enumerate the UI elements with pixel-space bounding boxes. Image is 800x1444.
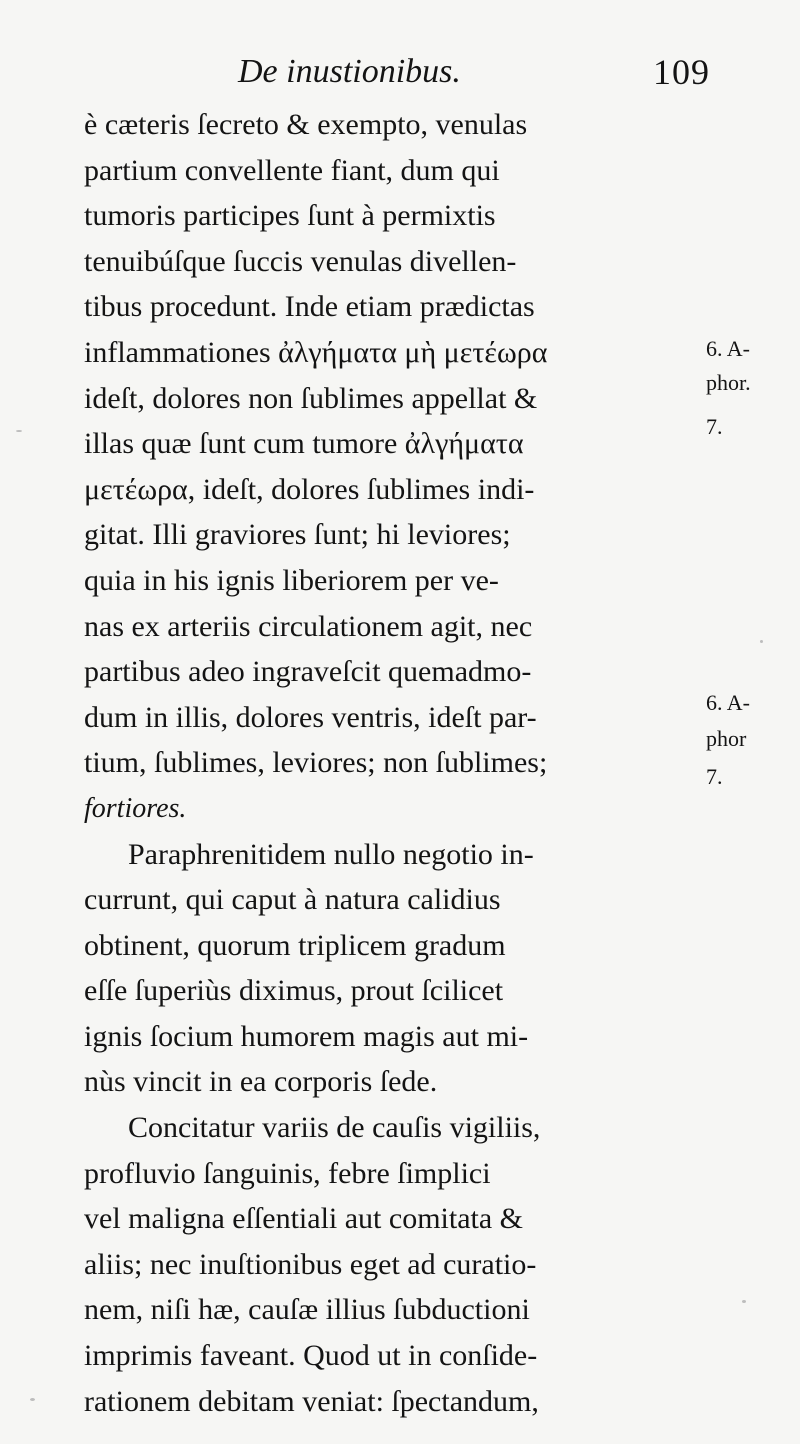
text-line: gitat. Illi graviores ſunt; hi leviores; — [84, 518, 511, 552]
running-title: De inustionibus. — [238, 53, 461, 90]
text-line: ignis ſocium humorem magis aut mi- — [84, 1019, 529, 1053]
margin-note: phor — [706, 726, 747, 751]
margin-note: 7. — [706, 414, 723, 439]
margin-note: 6. A- — [706, 690, 750, 715]
page-number: 109 — [653, 52, 710, 92]
margin-note: phor. — [706, 370, 751, 395]
text-line: obtinent, quorum triplicem gradum — [84, 928, 506, 962]
text-line: ideſt, dolores non ſublimes appellat & — [84, 381, 538, 415]
text-line: rationem debitam veniat: ſpectandum, — [84, 1384, 539, 1418]
margin-note: 6. A- — [706, 336, 750, 361]
text-line: imprimis faveant. Quod ut in conſide- — [84, 1339, 538, 1373]
text-line: partibus adeo ingraveſcit quemadmo- — [84, 655, 532, 689]
text-line: tenuibúſque ſuccis venulas divellen- — [84, 244, 517, 278]
text-line: tium, ſublimes, leviores; non ſublimes; — [84, 746, 548, 780]
text-line: nùs vincit in ea corporis ſede. — [84, 1065, 438, 1099]
text-line: partium convellente fiant, dum qui — [84, 153, 500, 187]
text-line: eſſe ſuperiùs diximus, prout ſcilicet — [84, 974, 504, 1008]
text-line: è cæteris ſecreto & exempto, venulas — [84, 108, 528, 141]
body-text — [84, 102, 708, 1424]
text-line: fortiores. — [84, 792, 187, 824]
text-line: dum in illis, dolores ventris, ideſt par- — [84, 700, 537, 734]
page-header — [238, 46, 718, 98]
text-line: profluvio ſanguinis, febre ſimplici — [84, 1156, 491, 1190]
scan-speck — [16, 430, 22, 432]
text-line: Concitatur variis de cauſis vigiliis, — [128, 1111, 541, 1145]
scan-speck — [760, 640, 763, 643]
text-line: Paraphrenitidem nullo negotio in- — [128, 837, 534, 871]
margin-note: 7. — [706, 764, 723, 789]
text-line: vel maligna eſſentiali aut comitata & — [84, 1202, 524, 1236]
text-line: currunt, qui caput à natura calidius — [84, 883, 501, 917]
scan-speck — [30, 1398, 35, 1401]
text-line: inflammationes ἀλγήματα μὴ μετέωρα — [84, 335, 548, 369]
text-line: quia in his ignis liberiorem per ve- — [84, 563, 499, 597]
scan-speck — [742, 1300, 746, 1303]
text-line: aliis; nec inuſtionibus eget ad curatio- — [84, 1247, 537, 1281]
text-line: nas ex arteriis circulationem agit, nec — [84, 609, 533, 643]
text-line: μετέωρα, ideſt, dolores ſublimes indi- — [84, 472, 535, 506]
text-line: illas quæ ſunt cum tumore ἀλγήματα — [84, 427, 524, 461]
text-line: nem, niſi hæ, cauſæ illius ſubductioni — [84, 1293, 530, 1327]
text-line: tibus procedunt. Inde etiam prædictas — [84, 290, 535, 324]
text-line: tumoris participes ſunt à permixtis — [84, 199, 496, 233]
